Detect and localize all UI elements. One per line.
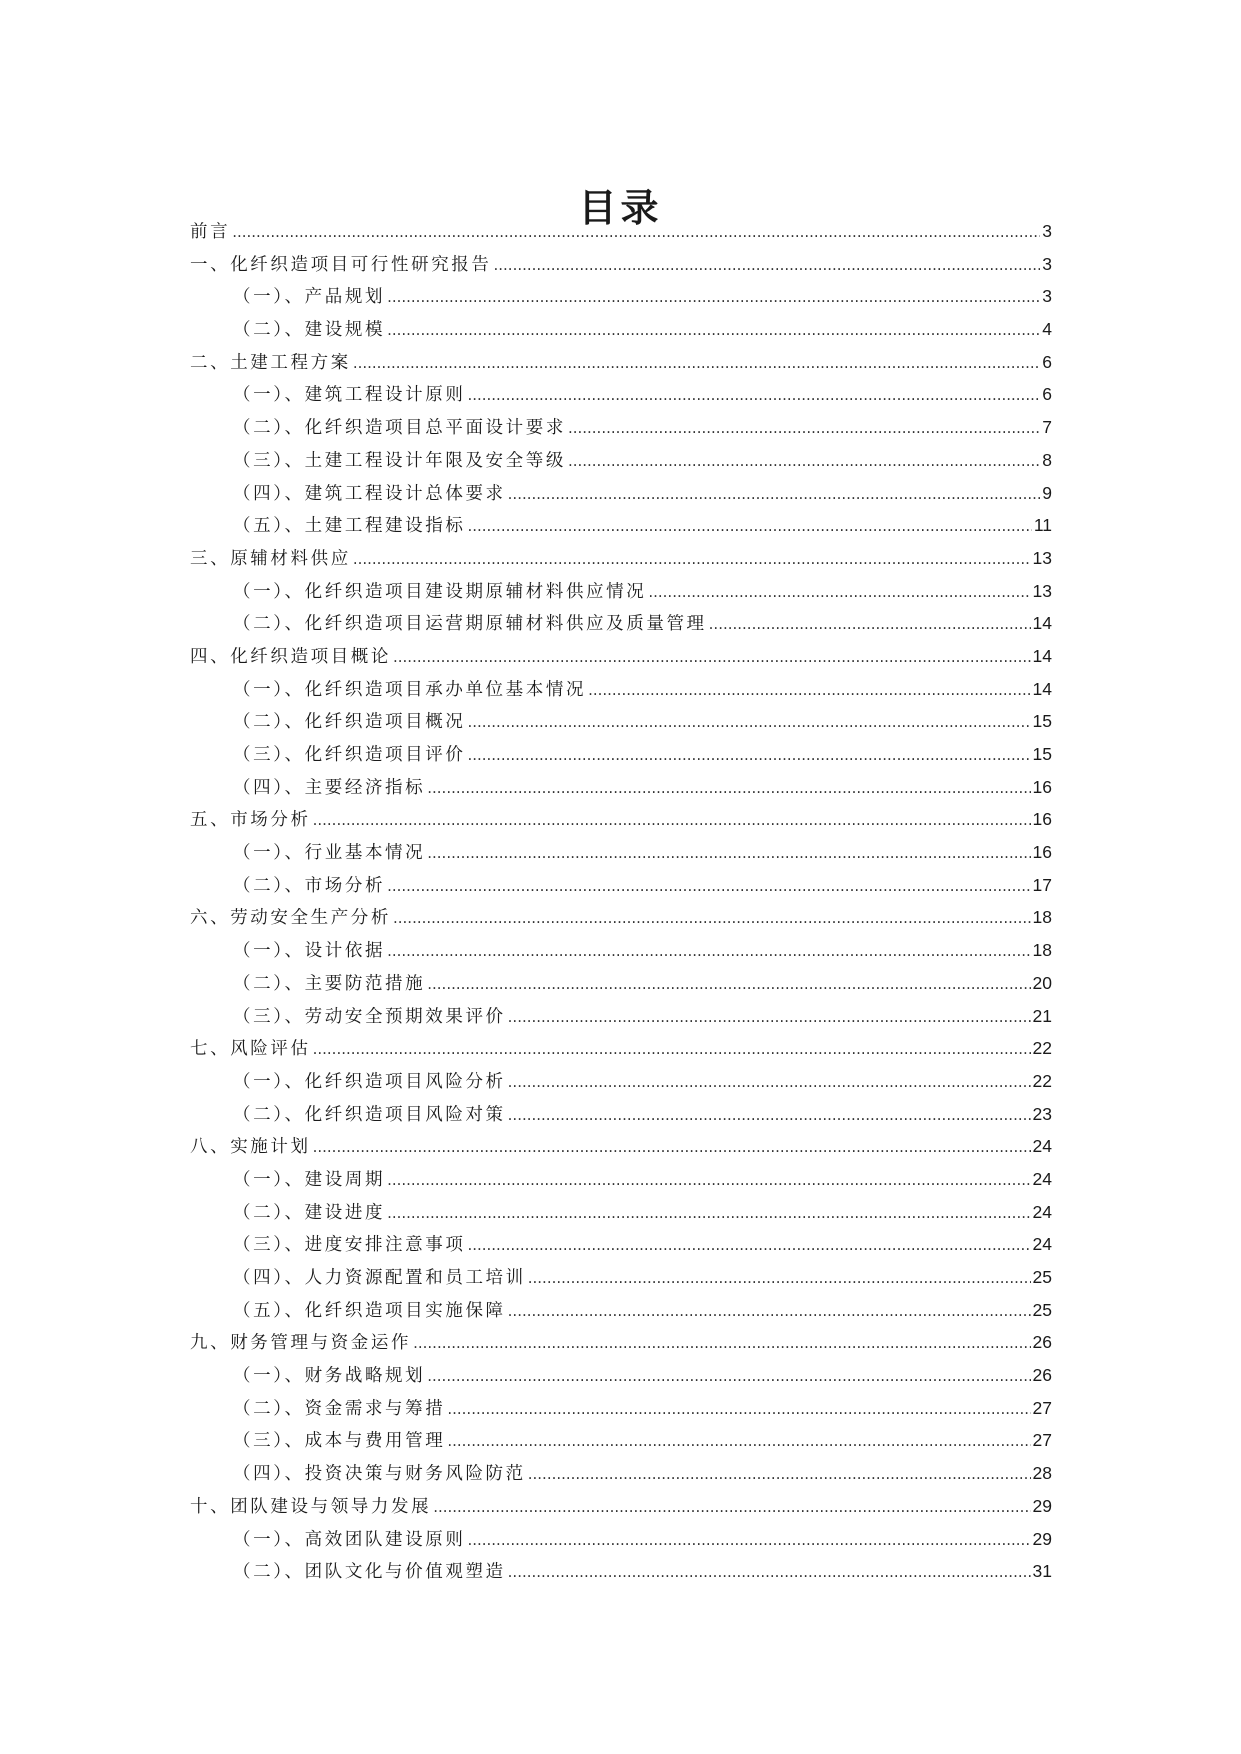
toc-section-entry[interactable]	[190, 1460, 1052, 1493]
dot-leader	[393, 648, 1031, 666]
toc-section-entry[interactable]	[190, 1199, 1052, 1232]
toc-entry-title: （四）、投资决策与财务风险防范	[233, 1464, 526, 1485]
toc-chapter-entry[interactable]	[190, 904, 1052, 937]
dot-leader	[387, 877, 1030, 895]
toc-entry-page-number: 13	[1032, 580, 1052, 601]
toc-entry-title: （一）、行业基本情况	[233, 843, 426, 864]
toc-section-entry[interactable]	[190, 283, 1052, 316]
toc-section-entry[interactable]	[190, 414, 1052, 447]
toc-section-entry[interactable]	[190, 316, 1052, 349]
toc-entry-page-number: 14	[1032, 645, 1052, 666]
toc-entry-title: （三）、劳动安全预期效果评价	[233, 1006, 506, 1027]
dot-leader	[387, 1204, 1030, 1222]
toc-entry-title: （一）、化纤织造项目承办单位基本情况	[233, 679, 587, 700]
dot-leader	[353, 550, 1031, 568]
dot-leader	[467, 746, 1030, 764]
dot-leader	[568, 452, 1040, 470]
toc-entry-title: （三）、进度安排注意事项	[233, 1235, 466, 1256]
toc-section-entry[interactable]	[190, 1526, 1052, 1559]
dot-leader	[508, 1302, 1031, 1320]
toc-entry-title: 六、劳动安全生产分析	[190, 908, 391, 929]
toc-entry-title: （四）、人力资源配置和员工培训	[233, 1268, 526, 1288]
toc-entry-page-number: 15	[1032, 711, 1052, 732]
toc-entry-page-number: 21	[1032, 1005, 1052, 1026]
toc-section-entry[interactable]	[190, 1264, 1052, 1297]
dot-leader	[427, 779, 1030, 797]
toc-chapter-entry[interactable]	[190, 349, 1052, 382]
dot-leader	[387, 321, 1040, 339]
toc-section-entry[interactable]	[190, 381, 1052, 414]
toc-entry-title: （二）、团队文化与价值观塑造	[233, 1562, 506, 1583]
toc-entry-title: 四、化纤织造项目概论	[190, 646, 391, 667]
toc-entry-page-number: 22	[1032, 1038, 1052, 1059]
toc-entry-title: （四）、建筑工程设计总体要求	[233, 483, 506, 504]
dot-leader	[528, 1465, 1031, 1483]
table-of-contents	[190, 218, 1052, 1591]
toc-entry-title: （一）、设计依据	[233, 941, 386, 962]
toc-entry-page-number: 27	[1032, 1397, 1052, 1418]
toc-entry-title: （一）、化纤织造项目建设期原辅材料供应情况	[233, 581, 647, 602]
toc-entry-title: 三、原辅材料供应	[190, 548, 351, 569]
dot-leader	[447, 1400, 1030, 1418]
toc-section-entry[interactable]	[190, 480, 1052, 513]
toc-entry-page-number: 7	[1042, 417, 1052, 438]
dot-leader	[387, 942, 1030, 960]
toc-entry-title: 二、土建工程方案	[190, 352, 351, 373]
toc-entry-title: （五）、土建工程建设指标	[233, 516, 466, 537]
toc-entry-title: （一）、高效团队建设原则	[233, 1529, 466, 1550]
toc-entry-title: （二）、化纤织造项目总平面设计要求	[233, 418, 566, 439]
dot-leader	[232, 223, 1040, 241]
toc-entry-title: （二）、化纤织造项目概况	[233, 712, 466, 733]
dot-leader	[568, 419, 1040, 437]
toc-chapter-entry[interactable]	[190, 1133, 1052, 1166]
toc-entry-title: （二）、化纤织造项目运营期原辅材料供应及质量管理	[233, 614, 707, 635]
dot-leader	[393, 909, 1031, 927]
toc-section-entry[interactable]	[190, 447, 1052, 480]
toc-entry-page-number: 16	[1032, 776, 1052, 797]
toc-entry-title: （一）、产品规划	[233, 287, 386, 308]
toc-entry-title: （二）、资金需求与筹措	[233, 1398, 446, 1419]
dot-leader	[353, 354, 1040, 372]
toc-section-entry[interactable]	[190, 1003, 1052, 1036]
dot-leader	[387, 1171, 1030, 1189]
dot-leader	[588, 681, 1030, 699]
toc-chapter-entry[interactable]	[190, 1035, 1052, 1068]
toc-entry-title: （三）、化纤织造项目评价	[233, 745, 466, 765]
dot-leader	[467, 517, 1031, 535]
dot-leader	[427, 844, 1030, 862]
toc-entry-page-number: 4	[1042, 319, 1052, 340]
toc-section-entry[interactable]	[190, 708, 1052, 741]
toc-section-entry[interactable]	[190, 1395, 1052, 1428]
dot-leader	[447, 1432, 1030, 1450]
dot-leader	[413, 1334, 1030, 1352]
dot-leader	[467, 1531, 1030, 1549]
toc-entry-title: 一、化纤织造项目可行性研究报告	[190, 254, 492, 275]
toc-entry-title: 七、风险评估	[190, 1039, 311, 1060]
toc-section-entry[interactable]	[190, 1362, 1052, 1395]
toc-entry-page-number: 26	[1032, 1332, 1052, 1353]
toc-entry-title: 八、实施计划	[190, 1137, 311, 1158]
toc-title: 目录	[578, 186, 663, 231]
toc-entry-title: （二）、化纤织造项目风险对策	[233, 1104, 506, 1125]
dot-leader	[467, 1236, 1030, 1254]
toc-entry-page-number: 29	[1032, 1528, 1052, 1549]
toc-chapter-entry[interactable]	[190, 1329, 1052, 1362]
toc-section-entry[interactable]	[190, 937, 1052, 970]
toc-entry-title: （二）、主要防范措施	[233, 973, 426, 994]
dot-leader	[709, 615, 1031, 633]
toc-section-entry[interactable]	[190, 1558, 1052, 1591]
dot-leader	[313, 811, 1031, 829]
toc-entry-page-number: 8	[1042, 449, 1052, 470]
toc-chapter-entry[interactable]	[190, 1493, 1052, 1526]
dot-leader	[313, 1138, 1031, 1156]
toc-entry-page-number: 15	[1032, 744, 1052, 764]
toc-entry-page-number: 31	[1032, 1561, 1052, 1582]
toc-entry-page-number: 25	[1032, 1299, 1052, 1320]
toc-entry-page-number: 28	[1032, 1463, 1052, 1484]
toc-chapter-entry[interactable]	[190, 806, 1052, 839]
toc-entry-title: （一）、建筑工程设计原则	[233, 385, 466, 406]
toc-entry-page-number: 3	[1042, 253, 1052, 274]
toc-entry-title: （二）、建设进度	[233, 1202, 386, 1223]
toc-entry-page-number: 26	[1032, 1365, 1052, 1386]
toc-entry-title: （二）、建设规模	[233, 320, 386, 341]
toc-entry-page-number: 3	[1042, 221, 1052, 241]
toc-section-entry[interactable]	[190, 1231, 1052, 1264]
toc-section-entry[interactable]	[190, 578, 1052, 611]
toc-entry-page-number: 11	[1033, 515, 1052, 536]
toc-entry-page-number: 18	[1032, 907, 1052, 928]
toc-entry-title: （一）、化纤织造项目风险分析	[233, 1071, 506, 1092]
dot-leader	[433, 1498, 1030, 1516]
dot-leader	[508, 1106, 1031, 1124]
toc-entry-title: （三）、土建工程设计年限及安全等级	[233, 450, 566, 471]
toc-section-entry[interactable]	[190, 872, 1052, 905]
toc-section-entry[interactable]	[190, 512, 1052, 545]
toc-chapter-entry[interactable]	[190, 545, 1052, 578]
toc-chapter-entry[interactable]	[190, 218, 1052, 251]
toc-entry-page-number: 16	[1032, 809, 1052, 830]
toc-section-entry[interactable]	[190, 1427, 1052, 1460]
toc-entry-title: （二）、市场分析	[233, 875, 386, 896]
toc-section-entry[interactable]	[190, 839, 1052, 872]
toc-entry-page-number: 27	[1032, 1430, 1052, 1451]
toc-section-entry[interactable]	[190, 610, 1052, 643]
toc-entry-page-number: 25	[1032, 1267, 1052, 1287]
dot-leader	[313, 1040, 1031, 1058]
toc-section-entry[interactable]	[190, 1297, 1052, 1330]
dot-leader	[648, 583, 1030, 601]
dot-leader	[508, 1563, 1031, 1581]
toc-entry-page-number: 29	[1032, 1495, 1052, 1516]
toc-entry-page-number: 13	[1032, 547, 1052, 568]
dot-leader	[508, 1008, 1031, 1026]
toc-entry-title: （四）、主要经济指标	[233, 777, 426, 798]
toc-entry-title: 十、团队建设与领导力发展	[190, 1496, 432, 1517]
toc-entry-page-number: 14	[1032, 613, 1052, 634]
toc-entry-page-number: 24	[1032, 1201, 1052, 1222]
toc-entry-page-number: 16	[1032, 842, 1052, 863]
toc-entry-page-number: 22	[1032, 1070, 1052, 1091]
dot-leader	[494, 256, 1041, 274]
toc-entry-title: 五、市场分析	[190, 810, 311, 831]
toc-chapter-entry[interactable]	[190, 251, 1052, 284]
toc-entry-page-number: 24	[1032, 1168, 1052, 1189]
toc-entry-title: （三）、成本与费用管理	[233, 1431, 446, 1452]
toc-section-entry[interactable]	[190, 1166, 1052, 1199]
toc-section-entry[interactable]	[190, 741, 1052, 774]
toc-entry-page-number: 3	[1042, 286, 1052, 307]
toc-entry-page-number: 17	[1032, 874, 1052, 895]
toc-entry-title: （一）、建设周期	[233, 1169, 386, 1190]
dot-leader	[387, 288, 1040, 306]
toc-entry-page-number: 24	[1032, 1136, 1052, 1157]
toc-entry-page-number: 6	[1042, 351, 1052, 372]
dot-leader	[467, 386, 1040, 404]
toc-entry-title: 前言	[190, 222, 231, 242]
toc-chapter-entry[interactable]	[190, 643, 1052, 676]
toc-section-entry[interactable]	[190, 970, 1052, 1003]
toc-section-entry[interactable]	[190, 1068, 1052, 1101]
toc-entry-page-number: 18	[1032, 940, 1052, 961]
dot-leader	[427, 1367, 1030, 1385]
toc-entry-title: 九、财务管理与资金运作	[190, 1333, 412, 1354]
toc-section-entry[interactable]	[190, 1101, 1052, 1134]
toc-entry-page-number: 9	[1042, 482, 1052, 503]
toc-entry-page-number: 23	[1032, 1103, 1052, 1124]
toc-entry-page-number: 24	[1032, 1234, 1052, 1255]
toc-entry-title: （五）、化纤织造项目实施保障	[233, 1300, 506, 1321]
toc-section-entry[interactable]	[190, 774, 1052, 807]
toc-entry-page-number: 14	[1032, 678, 1052, 699]
dot-leader	[508, 485, 1041, 503]
dot-leader	[427, 975, 1030, 993]
toc-section-entry[interactable]	[190, 676, 1052, 709]
toc-entry-title: （一）、财务战略规划	[233, 1366, 426, 1387]
toc-entry-page-number: 20	[1032, 972, 1052, 993]
toc-entry-page-number: 6	[1042, 384, 1052, 405]
dot-leader	[467, 713, 1030, 731]
dot-leader	[528, 1269, 1031, 1287]
dot-leader	[508, 1073, 1031, 1091]
